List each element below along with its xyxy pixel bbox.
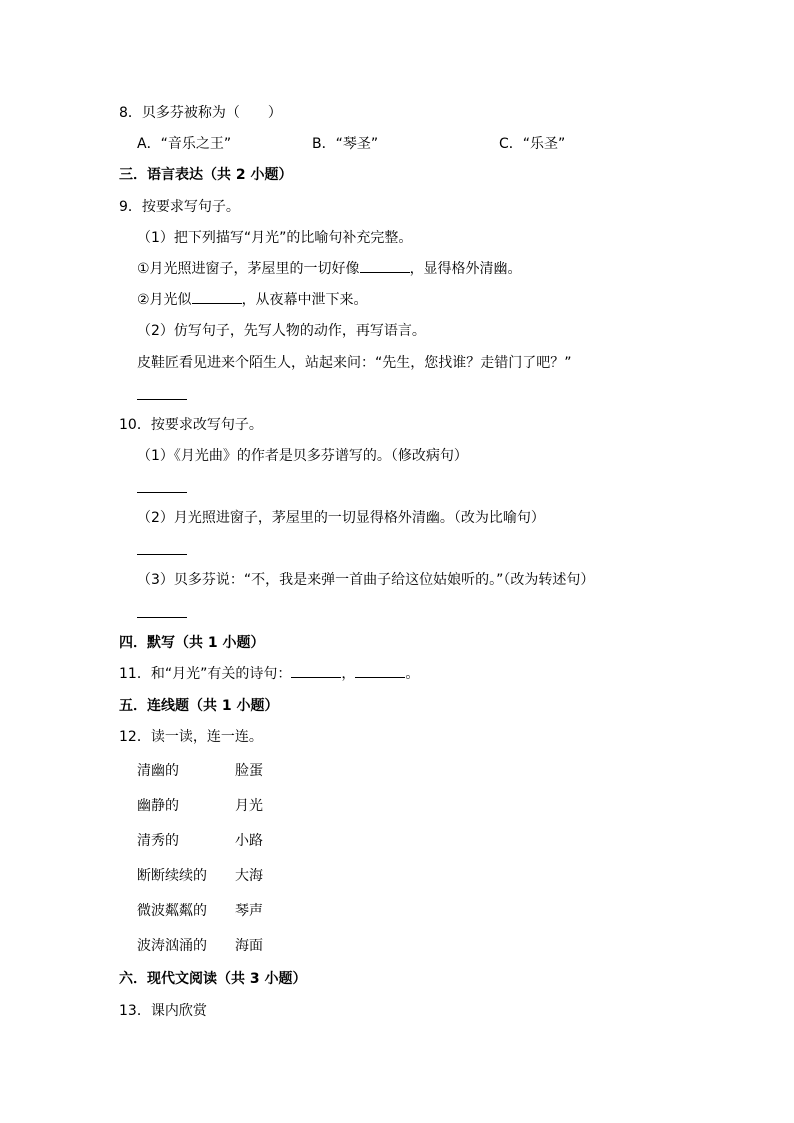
q13-stem: 13．课内欣赏 [119, 1003, 207, 1019]
q9-stem: 9．按要求写句子。 [119, 199, 240, 215]
q9-part1-item-b [137, 291, 368, 309]
q10-stem: 10．按要求改写句子。 [119, 417, 263, 433]
q9-part1-item-b-text-pre: ②月光似 [137, 292, 192, 308]
match-left-item[interactable]: 清幽的 [137, 763, 179, 779]
answer-line[interactable] [137, 492, 187, 493]
answer-line[interactable] [137, 554, 187, 555]
answer-blank[interactable] [360, 260, 410, 273]
q10-part2: （2）月光照进窗子，茅屋里的一切显得格外清幽。（改为比喻句） [137, 510, 545, 526]
answer-line[interactable] [137, 399, 187, 400]
match-left-item[interactable]: 清秀的 [137, 833, 179, 849]
q11-line [119, 665, 419, 683]
section-title-4: 四．默写（共 1 小题） [119, 635, 265, 651]
q11-text-mid: ， [341, 666, 356, 682]
match-left-item[interactable]: 断断续续的 [137, 868, 207, 884]
match-left-item[interactable]: 波涛汹涌的 [137, 938, 207, 954]
section-title-3: 三．语言表达（共 2 小题） [119, 167, 293, 183]
q8-option-c: C．“乐圣” [499, 136, 566, 152]
answer-blank[interactable] [355, 665, 405, 678]
q9-part1-item-a-text-pre: ①月光照进窗子，茅屋里的一切好像 [137, 261, 360, 277]
match-right-item[interactable]: 小路 [235, 833, 263, 849]
q8-option-a: A．“音乐之王” [137, 136, 232, 152]
section-title-5: 五．连线题（共 1 小题） [119, 698, 279, 714]
section-title-6: 六．现代文阅读（共 3 小题） [119, 971, 307, 987]
match-left-item[interactable]: 幽静的 [137, 798, 179, 814]
q11-text-post: 。 [405, 666, 420, 682]
match-right-item[interactable]: 大海 [235, 868, 263, 884]
q10-part3: （3）贝多芬说：“不，我是来弹一首曲子给这位姑娘听的。”（改为转述句） [137, 572, 595, 588]
q11-text-pre: 11．和“月光”有关的诗句： [119, 666, 292, 682]
answer-line[interactable] [137, 617, 187, 618]
q9-part1-item-a [137, 260, 522, 278]
q8-option-b: B．“琴圣” [312, 136, 379, 152]
match-right-item[interactable]: 海面 [235, 938, 263, 954]
match-right-item[interactable]: 月光 [235, 798, 263, 814]
q12-stem: 12．读一读，连一连。 [119, 729, 263, 745]
match-right-item[interactable]: 脸蛋 [235, 763, 263, 779]
q9-part1-item-b-text-post: ，从夜幕中泄下来。 [241, 292, 368, 308]
q9-part2: （2）仿写句子，先写人物的动作，再写语言。 [137, 323, 426, 339]
q9-part1: （1）把下列描写“月光”的比喻句补充完整。 [137, 230, 413, 246]
q8-stem: 8．贝多芬被称为（ ） [119, 105, 282, 121]
answer-blank[interactable] [291, 665, 341, 678]
match-left-item[interactable]: 微波粼粼的 [137, 903, 207, 919]
answer-blank[interactable] [192, 291, 242, 304]
q10-part1: （1）《月光曲》的作者是贝多芬谱写的。（修改病句） [137, 448, 468, 464]
q9-part2-sentence: 皮鞋匠看见进来个陌生人，站起来问：“先生，您找谁？走错门了吧？” [137, 355, 572, 371]
q9-part1-item-a-text-post: ，显得格外清幽。 [409, 261, 522, 277]
match-right-item[interactable]: 琴声 [235, 903, 263, 919]
